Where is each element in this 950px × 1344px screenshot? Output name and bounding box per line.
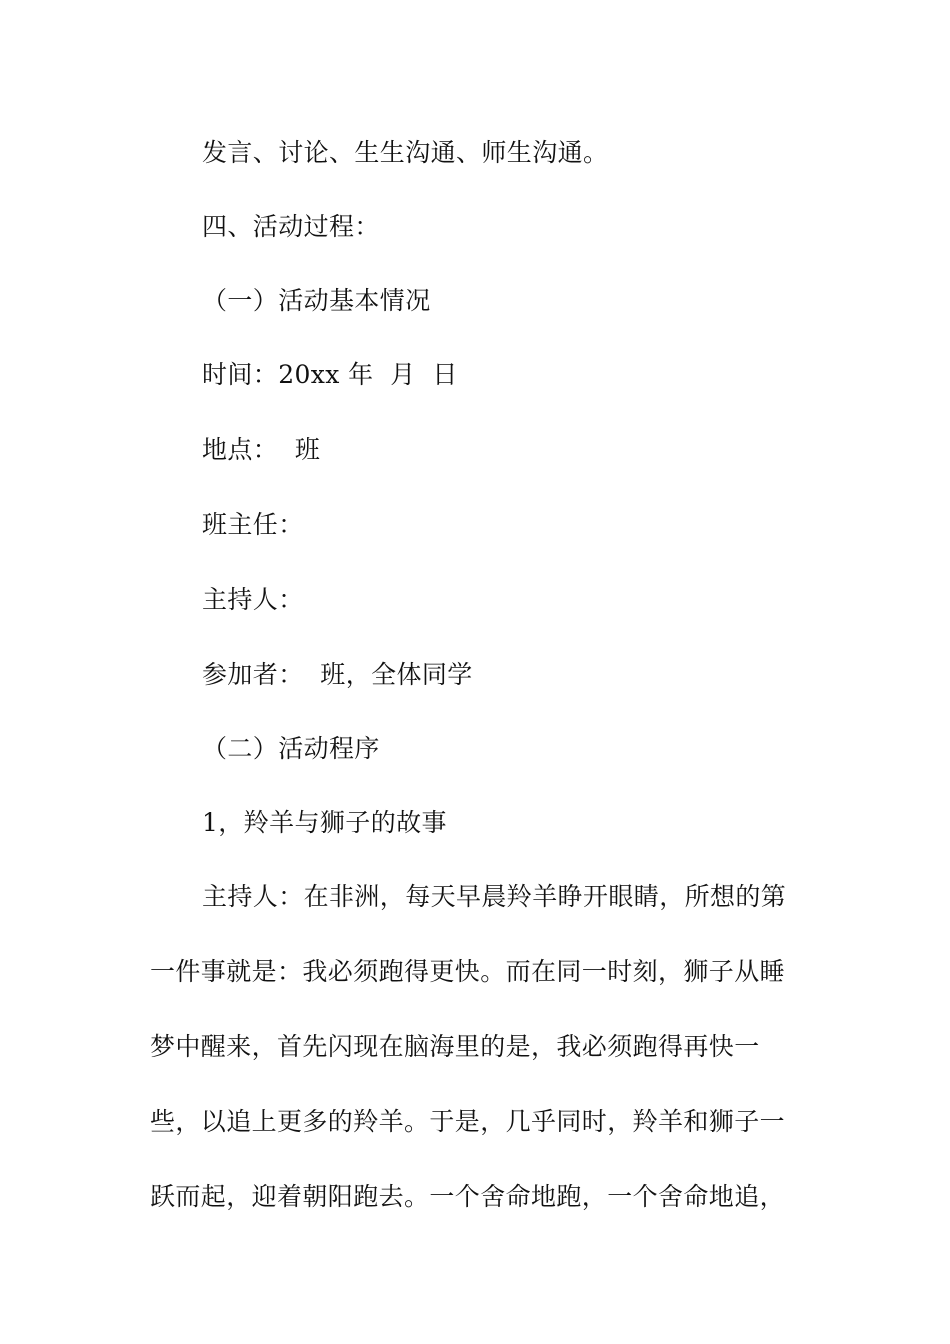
field-participants: 参加者： 班，全体同学 — [202, 660, 473, 689]
story-paragraph-line-4: 些，以追上更多的羚羊。于是，几乎同时，羚羊和狮子一 — [150, 1107, 786, 1136]
story-paragraph-line-5: 跃而起，迎着朝阳跑去。一个舍命地跑，一个舍命地追， — [150, 1182, 786, 1211]
story-paragraph-line-2: 一件事就是：我必须跑得更快。而在同一时刻，狮子从睡 — [150, 957, 786, 986]
field-location: 地点： 班 — [202, 435, 321, 464]
item-story-title: 1，羚羊与狮子的故事 — [202, 808, 447, 837]
subheading-basic-info: （一）活动基本情况 — [202, 286, 431, 315]
field-head-teacher: 班主任： — [202, 510, 304, 539]
subheading-program: （二）活动程序 — [202, 734, 380, 763]
field-time: 时间：20xx 年 月 日 — [202, 360, 458, 389]
story-paragraph-line-1: 主持人：在非洲，每天早晨羚羊睁开眼睛，所想的第 — [202, 882, 787, 911]
field-host: 主持人： — [202, 585, 304, 614]
heading-activity-process: 四、活动过程： — [202, 212, 380, 241]
paragraph-methods: 发言、讨论、生生沟通、师生沟通。 — [202, 138, 609, 167]
story-paragraph-line-3: 梦中醒来，首先闪现在脑海里的是，我必须跑得再快一 — [150, 1032, 760, 1061]
